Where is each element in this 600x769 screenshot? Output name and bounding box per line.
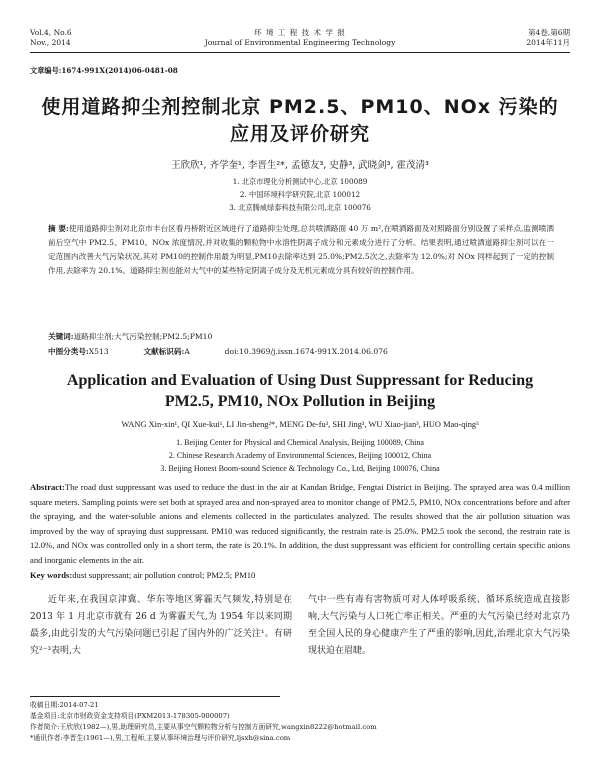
keywords-en-label: Key words:: [30, 570, 73, 580]
body-column-left: 近年来,在我国京津冀、华东等地区雾霾天气频发,特别是在 2013 年 1 月北京市就有 26 d 为雾霾天气,为 1954 年以来同期最多,由此引发的大气污染问题已引起了国内外的广泛关注¹。有研究²⁻³表明,大: [30, 595, 292, 656]
title-en-line1: Application and Evaluation of Using Dust Suppressant for Reducing: [66, 372, 534, 389]
authors-zh: 王欣欣¹, 齐学奎¹, 李晋生²*, 孟德友³, 史静³, 武晓剑³, 霍茂清³: [171, 160, 429, 171]
authors-en: WANG Xin-xin¹, QI Xue-kui¹, LI Jin-sheng²*, MENG De-fu³, SHI Jing³, WU Xiao-jian³, HUO Mao-qing³: [121, 420, 479, 429]
header-rule: [30, 52, 570, 53]
keywords-zh: [48, 330, 554, 344]
affiliations-zh: [0, 175, 600, 214]
footnote-received: 收稿日期:2014-07-21: [30, 701, 99, 709]
affiliation-en-1: 1. Beijing Center for Physical and Chemical Analysis, Beijing 100089, China: [176, 438, 424, 447]
keywords-zh-text: 道路抑尘剂;大气污染控制;PM2.5;PM10: [73, 332, 213, 341]
footnotes: [30, 700, 570, 744]
footnote-author-bio: 作者简介:王欣欣(1982—),男,助理研究员,主要从事空气颗粒物分析与控制方面研究,wangxin8222@hotmail.com: [30, 723, 377, 731]
clc-label: 中图分类号:: [48, 347, 89, 356]
header-right: [470, 28, 570, 48]
abstract-en: [30, 480, 570, 567]
affiliation-en-2: 2. Chinese Research Academy of Environmental Sciences, Beijing 100012, China: [168, 451, 432, 460]
footnote-corresponding: *通讯作者:李晋生(1961—),男,工程师,主要从事环境治理与评价研究,ljsxh@sina.com: [30, 734, 291, 742]
abstract-zh-label: 摘 要:: [48, 224, 69, 233]
clc-value: X513: [88, 347, 109, 356]
header-center: [150, 28, 450, 48]
affiliation-zh-1: 1. 北京市理化分析测试中心,北京 100089: [232, 177, 368, 186]
affiliations-en: [0, 436, 600, 475]
volume-issue: Vol.4, No.6: [30, 28, 72, 37]
abstract-en-label: Abstract:: [30, 482, 65, 492]
affiliation-zh-3: 3. 北京腾威绿泰科技有限公司,北京 100076: [229, 203, 371, 212]
volume-issue-zh: 第4卷,第6期: [528, 28, 570, 37]
classification-line: [48, 345, 554, 359]
doi: doi:10.3969/j.issn.1674-991X.2014.06.076: [224, 347, 388, 356]
footnote-fund: 基金项目:北京市财政资金支持项目(PXM2013-178305-000007): [30, 712, 230, 720]
abstract-zh-text: 使用道路抑尘剂对北京市丰台区看丹桥附近区域进行了道路抑尘处理,总共喷洒路面 40 万 m²,在喷洒路面及对照路面分别设置了采样点,监测喷洒前后空气中 PM2.5、PM10、NOx 浓度情况,并对收集的颗粒物中水溶性阴离子成分和元素成分进行了分析。结果表明,通过喷洒道路抑尘剂可以在一定范围内改善大气污染状况,其对 PM10的控制作用最为明显,PM10去除率达到 25.0%;PM2.5次之,去除率为 12.0%;对 NOx 同样起到了一定的控制作用,去除率为 20.1%。道路抑尘剂也能对大气中的某些特定阴离子成分及无机元素成分具有较好的控制作用。: [48, 224, 554, 275]
doc-code-label: 文献标识码:: [143, 347, 185, 356]
article-number: 文章编号:1674-991X(2014)06-0481-08: [30, 66, 178, 75]
title-zh-line2: 应用及评价研究: [229, 123, 370, 145]
journal-name-zh: 环 境 工 程 技 术 学 报: [254, 28, 346, 37]
keywords-en-text: dust suppressant; air pollution control; PM2.5; PM10: [72, 570, 256, 580]
abstract-en-text: The road dust suppressant was used to reduce the dust in the air at Kandan Bridge, Fengtai District in Beijing. The sprayed area was 0.4 million square meters. Sampling points were set both at sprayed area and non-sprayed area to monitor change of PM2.5, PM10, NOx concentrations before and after the spraying, and the water-soluble anions and elements collected in the particulates analyzed. The results showed that the air pollution situation was improved by the way of spraying dust suppressant. PM10 was reduced significantly, the restrain rate is 25.0%. PM2.5 took the second, the restrain rate is 12.0%, and NOx was controlled only in a short term, the rate is 20.1%. In addition, the dust suppressant was efficient for controlling certain specific anions and inorganic elements in the air.: [30, 482, 570, 565]
issue-date-zh: 2014年11月: [526, 38, 570, 47]
affiliation-zh-2: 2. 中国环境科学研究院,北京 100012: [239, 190, 361, 199]
journal-name-en: Journal of Environmental Engineering Technology: [204, 38, 396, 47]
footnote-rule: [30, 696, 280, 697]
header-left: [30, 28, 72, 48]
keywords-zh-label: 关键词:: [48, 332, 74, 341]
keywords-en: [30, 568, 570, 583]
affiliation-en-3: 3. Beijing Honest Boom-sound Science & Technology Co., Ltd, Beijing 100076, China: [160, 464, 440, 473]
title-zh-line1: 使用道路抑尘剂控制北京 PM2.5、PM10、NOx 污染的: [41, 96, 559, 118]
title-en-line2: PM2.5, PM10, NOx Pollution in Beijing: [164, 393, 436, 410]
issue-date-en: Nov., 2014: [30, 38, 71, 47]
doc-code-value: A: [184, 347, 190, 356]
body-column-right: 气中一些有毒有害物质可对人体呼吸系统、循环系统造成直接影响,大气污染与人口死亡率正相关。严重的大气污染已经对北京乃至全国人民的身心健康产生了严重的影响,因此,治理北京大气污染现状迫在眉睫。: [308, 595, 570, 656]
abstract-zh: [48, 222, 554, 278]
